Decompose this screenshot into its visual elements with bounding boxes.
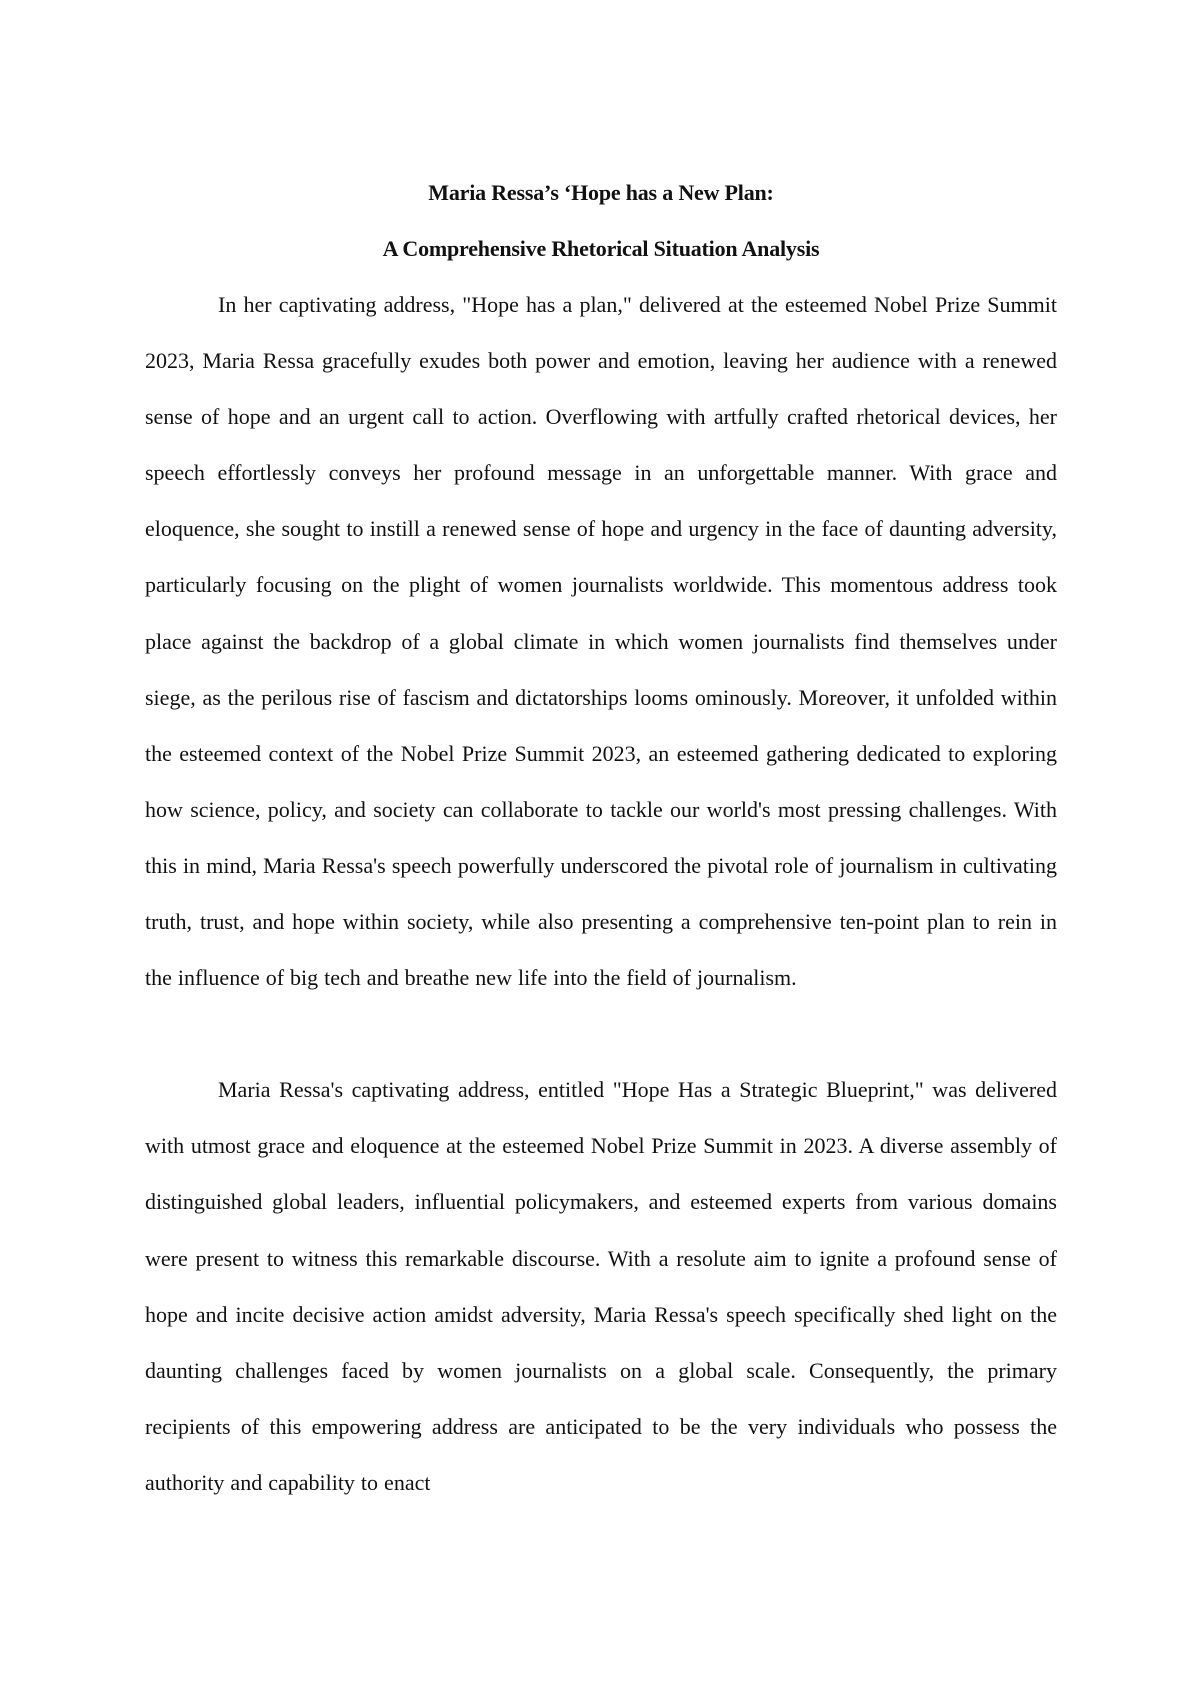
document-title: Maria Ressa’s ‘Hope has a New Plan: [428, 180, 774, 205]
paragraph-audience: Maria Ressa's captivating address, entitled "Hope Has a Strategic Blueprint," was delivered with utmost grace and eloquence at the esteemed Nobel Prize Summit in 2023. A diverse assembly of distinguished global leaders, influential policymakers, and esteemed experts from various domains were present to witness this remarkable discourse. With a resolute aim to ignite a profound sense of hope and incite decisive action amidst adversity, Maria Ressa's speech specifically shed light on the daunting challenges faced by women journalists on a global scale. Consequently, the primary recipients of this empowering address are anticipated to be the very individuals who possess the authority and capability to enact [145, 1077, 1057, 1495]
paragraph-spacer [145, 1006, 1057, 1062]
paragraph-intro: In her captivating address, "Hope has a plan," delivered at the esteemed Nobel Prize Summit 2023, Maria Ressa gracefully exudes both power and emotion, leaving her audience with a renewed sense of hope and an urgent call to action. Overflowing with artfully crafted rhetorical devices, her speech effortlessly conveys her profound message in an unforgettable manner. With grace and eloquence, she sought to instill a renewed sense of hope and urgency in the face of daunting adversity, particularly focusing on the plight of women journalists worldwide. This momentous address took place against the backdrop of a global climate in which women journalists find themselves under siege, as the perilous rise of fascism and dictatorships looms ominously. Moreover, it unfolded within the esteemed context of the Nobel Prize Summit 2023, an esteemed gathering dedicated to exploring how science, policy, and society can collaborate to tackle our world's most pressing challenges. With this in mind, Maria Ressa's speech powerfully underscored the pivotal role of journalism in cultivating truth, trust, and hope within society, while also presenting a comprehensive ten-point plan to rein in the influence of big tech and breathe new life into the field of journalism. [145, 292, 1057, 991]
document-subtitle: A Comprehensive Rhetorical Situation Analysis [382, 236, 820, 261]
document-body [145, 165, 1057, 1511]
